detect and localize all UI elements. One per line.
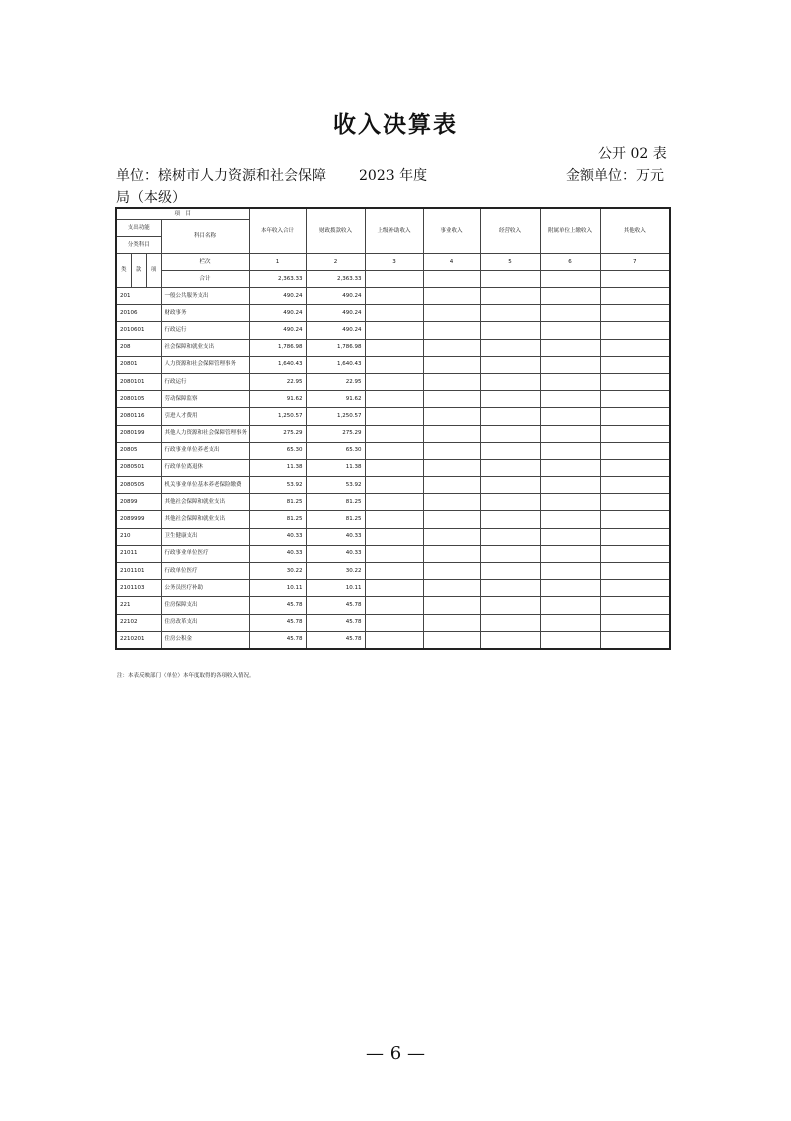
table-row <box>116 322 670 339</box>
form-code: 公开 02 表 <box>598 146 667 162</box>
page-title: 收入决算表 <box>333 112 458 138</box>
total-row-label: 合计 <box>161 271 249 288</box>
subsidiary-income <box>540 288 600 305</box>
subsidiary-income <box>540 305 600 322</box>
subject-name: 机关事业单位基本养老保险缴费 <box>161 477 249 494</box>
fiscal-income: 10.11 <box>306 580 365 597</box>
income-total: 30.22 <box>249 563 306 580</box>
subject-code: 2080199 <box>116 425 161 442</box>
table-row <box>116 425 670 442</box>
superior-subsidy <box>365 442 423 459</box>
header-kuan: 款 <box>131 254 146 288</box>
superior-subsidy <box>365 459 423 476</box>
other-income <box>600 305 670 322</box>
table-row <box>116 459 670 476</box>
subject-code: 210 <box>116 528 161 545</box>
page-number: — 6 — <box>366 1043 425 1064</box>
subject-code: 2080101 <box>116 373 161 390</box>
other-income <box>600 511 670 528</box>
operating-income <box>480 511 540 528</box>
income-total: 1,640.43 <box>249 356 306 373</box>
header-col-2: 财政拨款收入 <box>306 208 365 254</box>
col-index-6: 6 <box>540 254 600 271</box>
subsidiary-income <box>540 614 600 631</box>
header-func-class-2: 分类科目 <box>116 237 161 254</box>
table-row <box>116 339 670 356</box>
subsidiary-income <box>540 391 600 408</box>
subsidiary-income <box>540 322 600 339</box>
business-income <box>423 614 480 631</box>
col-index-2: 2 <box>306 254 365 271</box>
business-income <box>423 408 480 425</box>
other-income <box>600 442 670 459</box>
subject-name: 社会保障和就业支出 <box>161 339 249 356</box>
subsidiary-income <box>540 339 600 356</box>
subject-name: 其他社会保障和就业支出 <box>161 494 249 511</box>
business-income <box>423 580 480 597</box>
income-total: 22.95 <box>249 373 306 390</box>
subsidiary-income <box>540 494 600 511</box>
operating-income <box>480 494 540 511</box>
fiscal-income: 1,786.98 <box>306 339 365 356</box>
subject-code: 2080501 <box>116 459 161 476</box>
other-income <box>600 494 670 511</box>
other-income <box>600 322 670 339</box>
operating-income <box>480 528 540 545</box>
subject-code: 22102 <box>116 614 161 631</box>
subject-code: 20805 <box>116 442 161 459</box>
subject-code: 2101103 <box>116 580 161 597</box>
operating-income <box>480 545 540 562</box>
subject-code: 2080116 <box>116 408 161 425</box>
operating-income <box>480 305 540 322</box>
subsidiary-income <box>540 563 600 580</box>
header-col-3: 上级补助收入 <box>365 208 423 254</box>
income-total: 65.30 <box>249 442 306 459</box>
subject-code: 20106 <box>116 305 161 322</box>
income-total: 45.78 <box>249 597 306 614</box>
col-index-1: 1 <box>249 254 306 271</box>
table-row <box>116 391 670 408</box>
business-income <box>423 373 480 390</box>
fiscal-income: 81.25 <box>306 511 365 528</box>
table-row <box>116 305 670 322</box>
header-subject-name: 科目名称 <box>161 220 249 254</box>
business-income <box>423 563 480 580</box>
subject-name: 行政运行 <box>161 373 249 390</box>
superior-subsidy <box>365 528 423 545</box>
subject-code: 2010601 <box>116 322 161 339</box>
fiscal-income: 30.22 <box>306 563 365 580</box>
subsidiary-income <box>540 459 600 476</box>
other-income <box>600 631 670 649</box>
superior-subsidy <box>365 425 423 442</box>
subject-code: 2080505 <box>116 477 161 494</box>
income-total: 40.33 <box>249 528 306 545</box>
table-row <box>116 442 670 459</box>
other-income <box>600 563 670 580</box>
operating-income <box>480 477 540 494</box>
other-income <box>600 545 670 562</box>
col-index-4: 4 <box>423 254 480 271</box>
subject-name: 行政单位离退休 <box>161 459 249 476</box>
subject-code: 208 <box>116 339 161 356</box>
income-total: 490.24 <box>249 305 306 322</box>
table-note: 注：本表反映部门（单位）本年度取得的各项收入情况。 <box>117 673 255 679</box>
operating-income <box>480 614 540 631</box>
fiscal-year: 2023 年度 <box>359 168 428 184</box>
fiscal-income: 45.78 <box>306 631 365 649</box>
subject-code: 2089999 <box>116 511 161 528</box>
other-income <box>600 477 670 494</box>
table-row <box>116 563 670 580</box>
other-income <box>600 597 670 614</box>
operating-income <box>480 580 540 597</box>
operating-income <box>480 391 540 408</box>
table-row <box>116 614 670 631</box>
subject-name: 引进人才费用 <box>161 408 249 425</box>
subject-name: 行政单位医疗 <box>161 563 249 580</box>
table-row <box>116 597 670 614</box>
subsidiary-income <box>540 597 600 614</box>
other-income <box>600 580 670 597</box>
business-income <box>423 391 480 408</box>
operating-income <box>480 356 540 373</box>
subsidiary-income <box>540 408 600 425</box>
superior-subsidy <box>365 408 423 425</box>
table-row <box>116 477 670 494</box>
business-income <box>423 339 480 356</box>
unit-label-continued: 局（本级） <box>116 190 186 206</box>
subject-code: 20899 <box>116 494 161 511</box>
table-row <box>116 494 670 511</box>
subsidiary-income <box>540 373 600 390</box>
other-income <box>600 614 670 631</box>
superior-subsidy <box>365 511 423 528</box>
fiscal-income: 45.78 <box>306 614 365 631</box>
other-income <box>600 339 670 356</box>
income-total: 45.78 <box>249 614 306 631</box>
fiscal-income: 22.95 <box>306 373 365 390</box>
other-income <box>600 408 670 425</box>
header-xiang: 项 <box>146 254 161 288</box>
superior-subsidy <box>365 373 423 390</box>
superior-subsidy <box>365 391 423 408</box>
other-income <box>600 288 670 305</box>
income-total: 45.78 <box>249 631 306 649</box>
superior-subsidy <box>365 563 423 580</box>
business-income <box>423 356 480 373</box>
operating-income <box>480 597 540 614</box>
total-row-total: 2,363.33 <box>249 271 306 288</box>
superior-subsidy <box>365 305 423 322</box>
fiscal-income: 490.24 <box>306 322 365 339</box>
subsidiary-income <box>540 580 600 597</box>
table-row <box>116 373 670 390</box>
subsidiary-income <box>540 442 600 459</box>
subject-name: 其他人力资源和社会保障管理事务 <box>161 425 249 442</box>
subject-name: 卫生健康支出 <box>161 528 249 545</box>
subject-code: 20801 <box>116 356 161 373</box>
table-row <box>116 356 670 373</box>
operating-income <box>480 339 540 356</box>
header-col-5: 经营收入 <box>480 208 540 254</box>
business-income <box>423 477 480 494</box>
business-income <box>423 442 480 459</box>
superior-subsidy <box>365 322 423 339</box>
other-income <box>600 528 670 545</box>
operating-income <box>480 442 540 459</box>
other-income <box>600 459 670 476</box>
header-row-label: 栏次 <box>161 254 249 271</box>
income-total: 91.62 <box>249 391 306 408</box>
subsidiary-income <box>540 631 600 649</box>
business-income <box>423 322 480 339</box>
fiscal-income: 11.38 <box>306 459 365 476</box>
fiscal-income: 91.62 <box>306 391 365 408</box>
income-total: 81.25 <box>249 494 306 511</box>
total-row-fiscal: 2,363.33 <box>306 271 365 288</box>
subject-code: 2101101 <box>116 563 161 580</box>
business-income <box>423 459 480 476</box>
subject-name: 劳动保障监察 <box>161 391 249 408</box>
fiscal-income: 53.92 <box>306 477 365 494</box>
operating-income <box>480 563 540 580</box>
header-col-7: 其他收入 <box>600 208 670 254</box>
business-income <box>423 288 480 305</box>
col-index-3: 3 <box>365 254 423 271</box>
business-income <box>423 425 480 442</box>
subject-code: 221 <box>116 597 161 614</box>
income-total: 11.38 <box>249 459 306 476</box>
income-total: 1,786.98 <box>249 339 306 356</box>
subject-name: 人力资源和社会保障管理事务 <box>161 356 249 373</box>
subject-name: 公务员医疗补助 <box>161 580 249 597</box>
table-row <box>116 288 670 305</box>
fiscal-income: 275.29 <box>306 425 365 442</box>
income-total: 490.24 <box>249 288 306 305</box>
fiscal-income: 81.25 <box>306 494 365 511</box>
header-col-4: 事业收入 <box>423 208 480 254</box>
subject-name: 行政运行 <box>161 322 249 339</box>
business-income <box>423 305 480 322</box>
income-total: 275.29 <box>249 425 306 442</box>
income-table <box>115 207 671 650</box>
subject-name: 住房保障支出 <box>161 597 249 614</box>
subsidiary-income <box>540 528 600 545</box>
subsidiary-income <box>540 477 600 494</box>
operating-income <box>480 373 540 390</box>
other-income <box>600 391 670 408</box>
header-func-class: 支出功能 <box>116 220 161 237</box>
subject-name: 行政事业单位养老支出 <box>161 442 249 459</box>
header-lei: 类 <box>116 254 131 288</box>
fiscal-income: 65.30 <box>306 442 365 459</box>
table-row <box>116 511 670 528</box>
business-income <box>423 545 480 562</box>
header-item: 项 目 <box>116 208 249 220</box>
table-row <box>116 580 670 597</box>
subject-code: 2210201 <box>116 631 161 649</box>
subsidiary-income <box>540 511 600 528</box>
subsidiary-income <box>540 545 600 562</box>
subject-name: 住房公积金 <box>161 631 249 649</box>
other-income <box>600 356 670 373</box>
subject-name: 住房改革支出 <box>161 614 249 631</box>
table-row <box>116 631 670 649</box>
superior-subsidy <box>365 356 423 373</box>
operating-income <box>480 425 540 442</box>
subsidiary-income <box>540 425 600 442</box>
superior-subsidy <box>365 597 423 614</box>
superior-subsidy <box>365 631 423 649</box>
income-total: 1,250.57 <box>249 408 306 425</box>
business-income <box>423 511 480 528</box>
subject-name: 其他社会保障和就业支出 <box>161 511 249 528</box>
superior-subsidy <box>365 494 423 511</box>
fiscal-income: 1,250.57 <box>306 408 365 425</box>
unit-label: 单位：榇树市人力资源和社会保障 <box>116 168 326 184</box>
business-income <box>423 597 480 614</box>
income-total: 53.92 <box>249 477 306 494</box>
subject-code: 201 <box>116 288 161 305</box>
table-row <box>116 408 670 425</box>
superior-subsidy <box>365 288 423 305</box>
business-income <box>423 528 480 545</box>
fiscal-income: 1,640.43 <box>306 356 365 373</box>
fiscal-income: 40.33 <box>306 545 365 562</box>
income-total: 81.25 <box>249 511 306 528</box>
other-income <box>600 425 670 442</box>
superior-subsidy <box>365 580 423 597</box>
subject-name: 一般公共服务支出 <box>161 288 249 305</box>
subsidiary-income <box>540 356 600 373</box>
col-index-5: 5 <box>480 254 540 271</box>
subject-name: 行政事业单位医疗 <box>161 545 249 562</box>
table-row <box>116 528 670 545</box>
subject-name: 财政事务 <box>161 305 249 322</box>
header-col-6: 附属单位上缴收入 <box>540 208 600 254</box>
operating-income <box>480 459 540 476</box>
income-total: 490.24 <box>249 322 306 339</box>
fiscal-income: 40.33 <box>306 528 365 545</box>
other-income <box>600 373 670 390</box>
operating-income <box>480 408 540 425</box>
superior-subsidy <box>365 545 423 562</box>
business-income <box>423 494 480 511</box>
fiscal-income: 45.78 <box>306 597 365 614</box>
col-index-7: 7 <box>600 254 670 271</box>
operating-income <box>480 322 540 339</box>
fiscal-income: 490.24 <box>306 305 365 322</box>
fiscal-income: 490.24 <box>306 288 365 305</box>
superior-subsidy <box>365 477 423 494</box>
income-total: 40.33 <box>249 545 306 562</box>
income-total: 10.11 <box>249 580 306 597</box>
header-col-1: 本年收入合计 <box>249 208 306 254</box>
operating-income <box>480 631 540 649</box>
subject-code: 21011 <box>116 545 161 562</box>
operating-income <box>480 288 540 305</box>
money-unit: 金额单位：万元 <box>566 168 664 184</box>
business-income <box>423 631 480 649</box>
superior-subsidy <box>365 339 423 356</box>
table-row <box>116 545 670 562</box>
superior-subsidy <box>365 614 423 631</box>
subject-code: 2080105 <box>116 391 161 408</box>
